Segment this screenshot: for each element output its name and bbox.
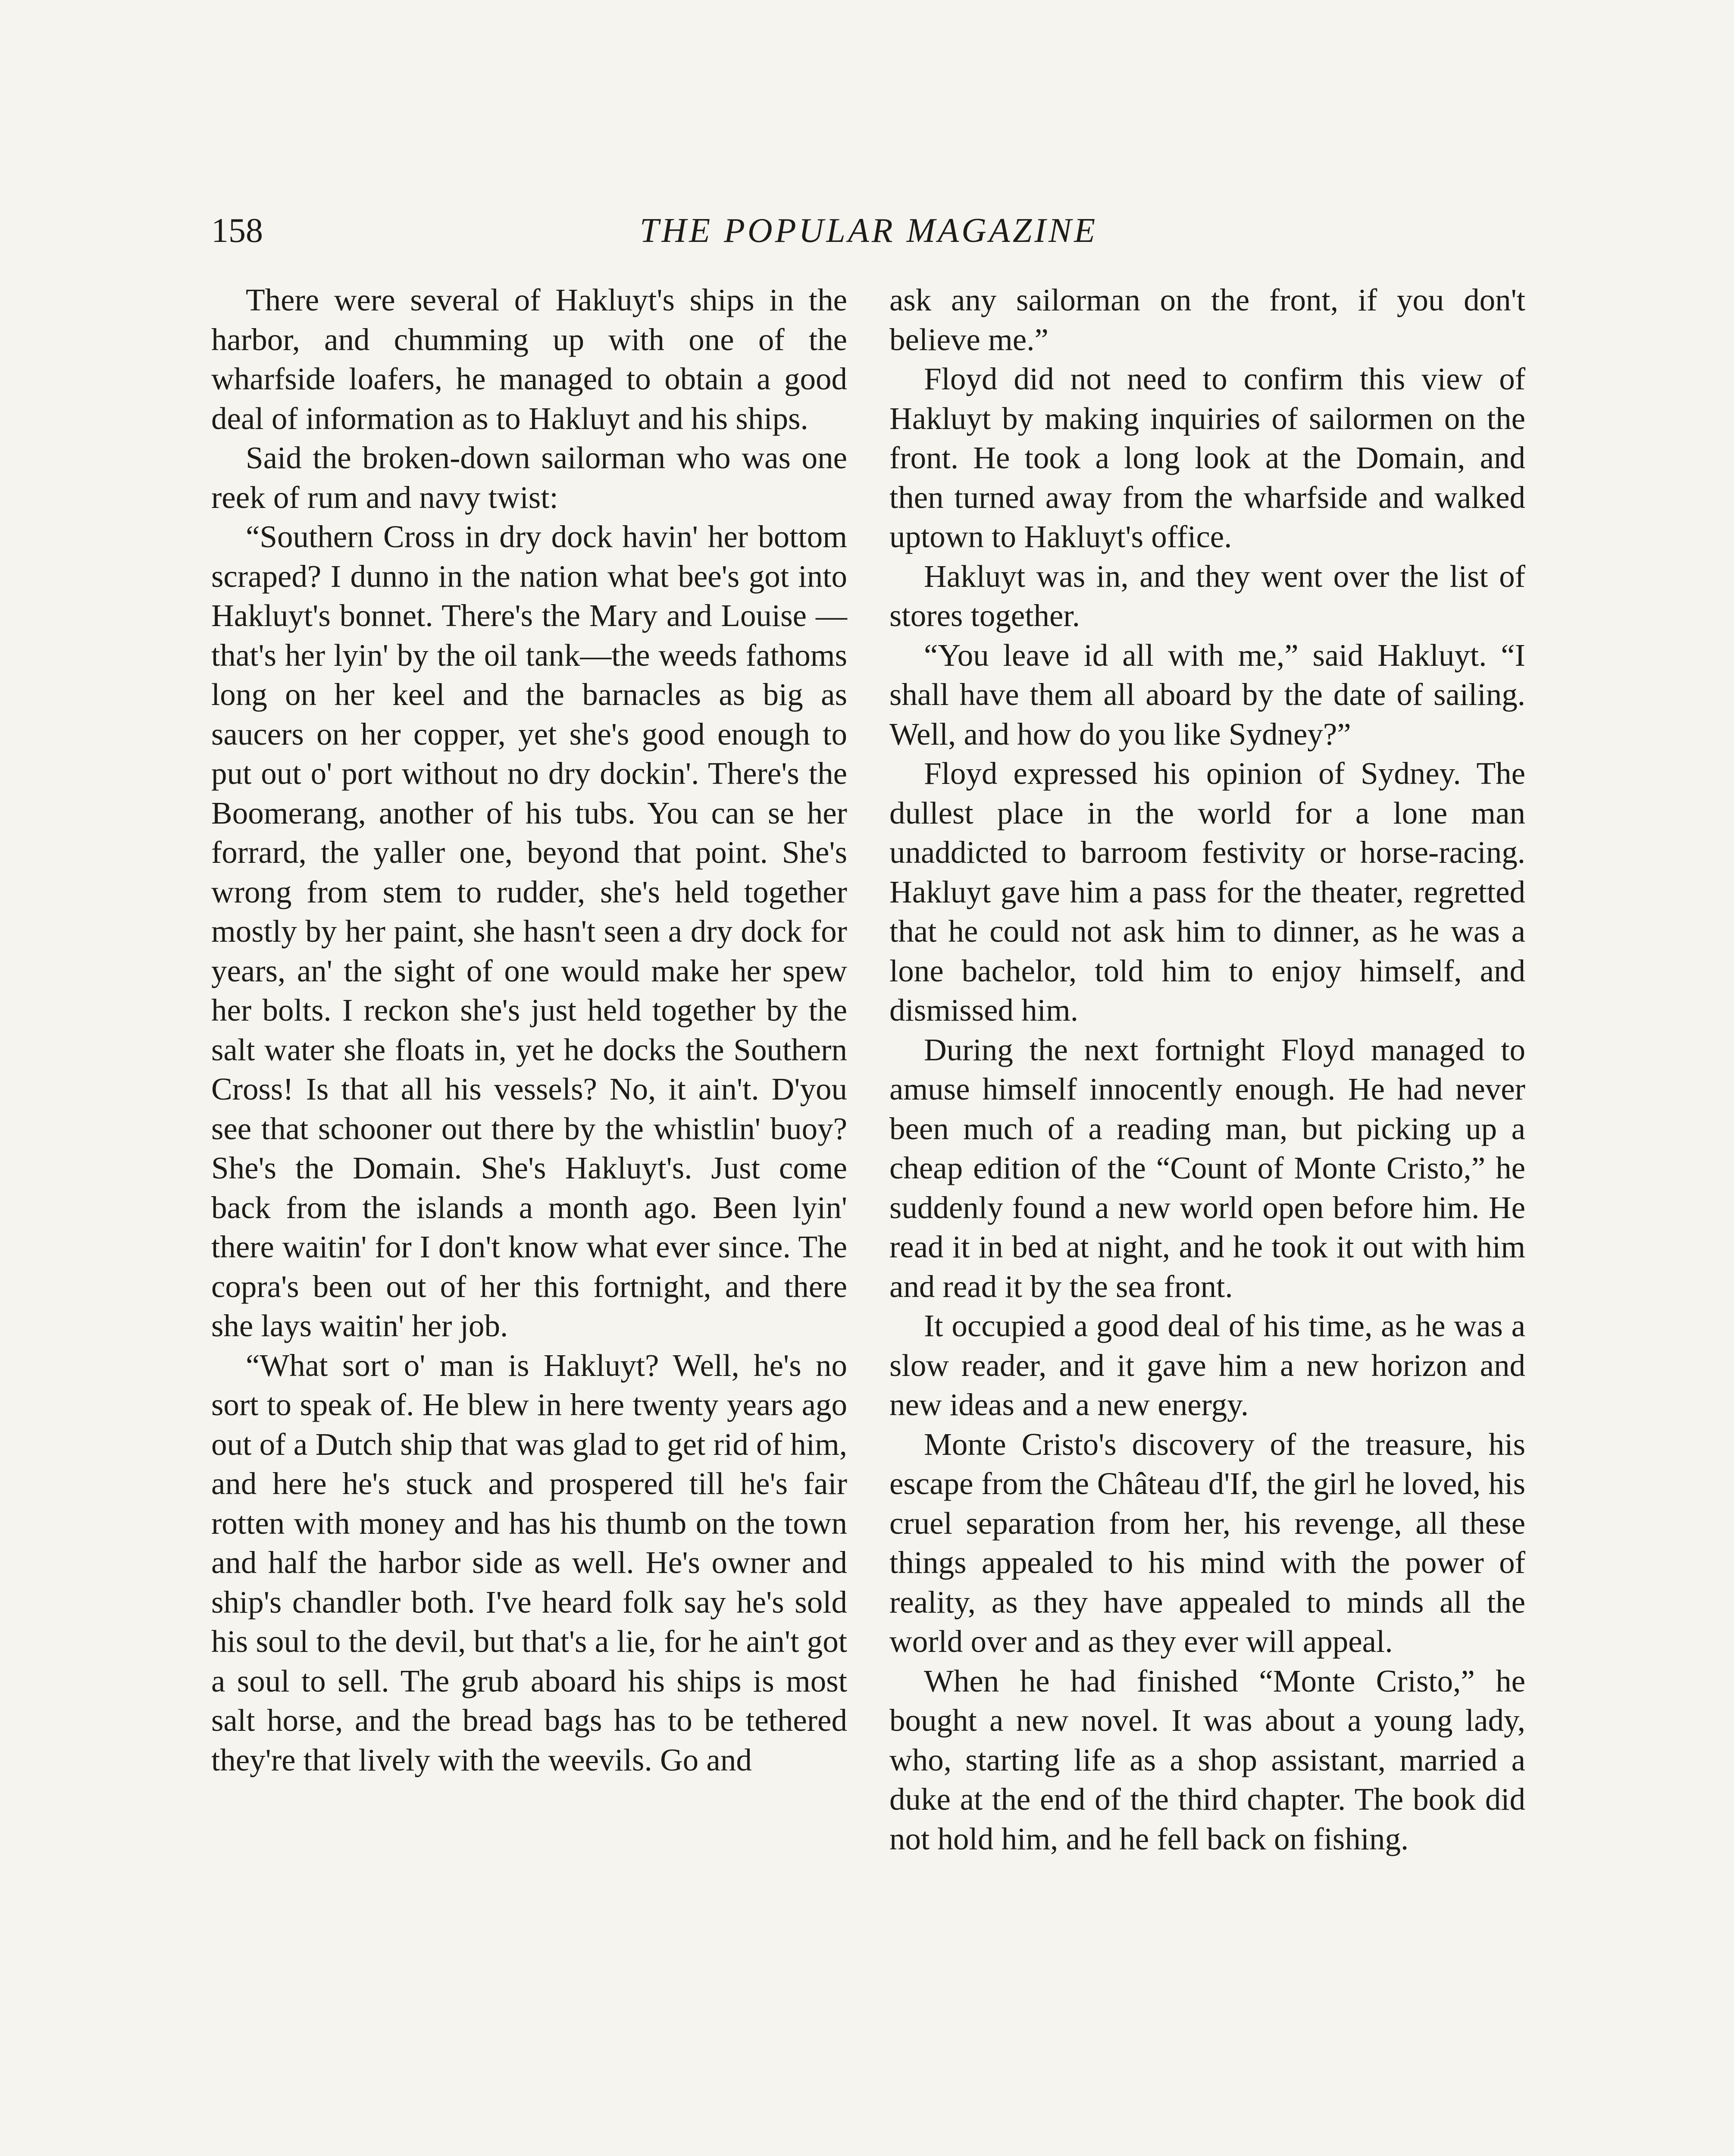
paragraph-continuation: ask any sailorman on the front, if you don't believe me.” (889, 282, 1525, 357)
page-number: 158 (211, 212, 263, 250)
page-header (211, 203, 1526, 259)
paragraph: Monte Cristo's discovery of the treasure, his escape from the Château d'If, the girl he loved, his cruel separation from her, his revenge, all these things appealed to his mind with the power of reality, as they have appealed to minds all the world over and as they ever will appeal. (889, 1426, 1525, 1659)
paragraph: “What sort o' man is Hakluyt? Well, he's no sort to speak of. He blew in here twenty years ago out of a Dutch ship that was glad to get rid of him, and here he's stuck and prospered till he's fair rotten with money and has his thumb on the town and half the harbor side as well. He's owner and ship's chandler both. I've heard folk say he's sold his soul to the devil, but that's a lie, for he ain't got a soul to sell. The grub aboard his ships is most salt horse, and the bread bags has to be tethered they're that lively with the weevils. Go and (211, 1348, 847, 1777)
paragraph: Hakluyt was in, and they went over the list of stores together. (889, 558, 1525, 633)
paragraph: It occupied a good deal of his time, as he was a slow reader, and it gave him a new horizon and new ideas and a new energy. (889, 1308, 1525, 1422)
paragraph: When he had finished “Monte Cristo,” he bought a new novel. It was about a young lady, who, starting life as a shop assistant, married a duke at the end of the third chapter. The book did not hold him, and he fell back on fishing. (889, 1663, 1525, 1856)
running-head: THE POPULAR MAGAZINE (639, 212, 1098, 250)
paragraph: During the next fortnight Floyd managed to amuse himself innocently enough. He had never been much of a reading man, but picking up a cheap edition of the “Count of Monte Cristo,” he suddenly found a new world open before him. He read it in bed at night, and he took it out with him and read it by the sea front. (889, 1032, 1525, 1304)
paragraph: There were several of Hakluyt's ships in the harbor, and chumming up with one of the wharfside loafers, he managed to obtain a good deal of information as to Hakluyt and his ships. (211, 282, 847, 436)
paragraph: “You leave id all with me,” said Hakluyt. “I shall have them all aboard by the date of sailing. Well, and how do you like Sydney?” (889, 637, 1525, 752)
paragraph: Floyd did not need to confirm this view of Hakluyt by making inquiries of sailormen on the front. He took a long look at the Domain, and then turned away from the wharfside and walked uptown to Hakluyt's office. (889, 361, 1525, 554)
right-column (889, 280, 1525, 1858)
paragraph: “Southern Cross in dry dock havin' her bottom scraped? I dunno in the nation what bee's got into Hakluyt's bonnet. There's the Mary and Louise —that's her lyin' by the oil tank—the weeds fathoms long on her keel and the barnacles as big as saucers on her copper, yet she's good enough to put out o' port without no dry dockin'. There's the Boomerang, another of his tubs. You can se her forrard, the yaller one, beyond that point. She's wrong from stem to rudder, she's held together mostly by her paint, she hasn't seen a dry dock for years, an' the sight of one would make her spew her bolts. I reckon she's just held together by the salt water she floats in, yet he docks the Southern Cross! Is that all his vessels? No, it ain't. D'you see that schooner out there by the whistlin' buoy? She's the Domain. She's Hakluyt's. Just come back from the islands a month ago. Been lyin' there waitin' for I don't know what ever since. The copra's been out of her this fortnight, and there she lays waitin' her job. (211, 519, 847, 1343)
paragraph: Floyd expressed his opinion of Sydney. The dullest place in the world for a lone man unaddicted to barroom festivity or horse-racing. Hakluyt gave him a pass for the theater, regretted that he could not ask him to dinner, as he was a lone bachelor, told him to enjoy himself, and dismissed him. (889, 756, 1525, 1028)
paragraph: Said the broken-down sailorman who was one reek of rum and navy twist: (211, 440, 847, 515)
left-column (211, 280, 847, 1780)
